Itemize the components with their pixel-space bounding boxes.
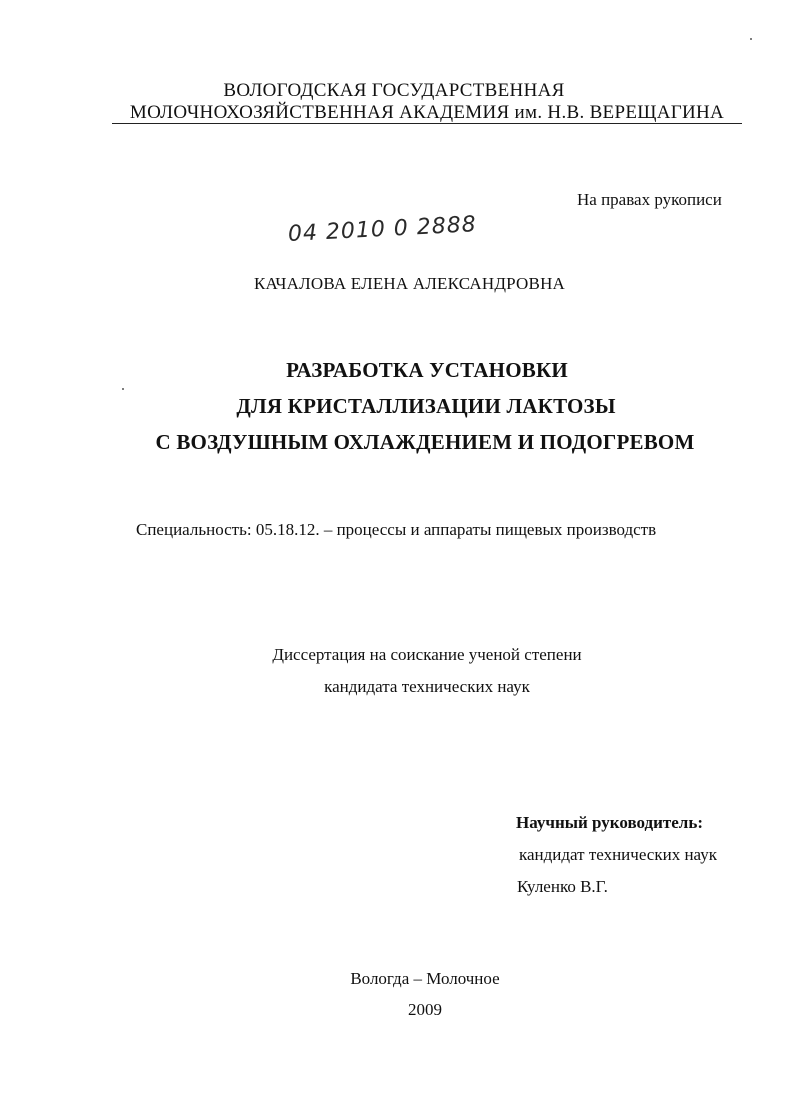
advisor-name: Куленко В.Г. [517,877,608,896]
dissertation-title-line-2: ДЛЯ КРИСТАЛЛИЗАЦИИ ЛАКТОЗЫ [236,394,616,418]
institution-line-1: ВОЛОГОДСКАЯ ГОСУДАРСТВЕННАЯ [223,80,565,101]
dissertation-title-line-3: С ВОЗДУШНЫМ ОХЛАЖДЕНИЕМ И ПОДОГРЕВОМ [155,430,695,454]
degree-line-1: Диссертация на соискание ученой степени [272,645,582,664]
scan-speck [122,388,124,390]
manuscript-note: На правах рукописи [577,190,722,209]
year: 2009 [408,1000,442,1019]
institution-line-2: МОЛОЧНОХОЗЯЙСТВЕННАЯ АКАДЕМИЯ им. Н.В. ВЕРЕЩАГИНА [129,102,725,123]
handwritten-registration-number: 04 2010 0 2888 [287,212,478,247]
advisor-title: кандидат технических наук [519,845,717,864]
scan-speck [750,38,752,40]
advisor-heading: Научный руководитель: [516,813,703,832]
dissertation-title-line-1: РАЗРАБОТКА УСТАНОВКИ [286,358,568,382]
author-name: КАЧАЛОВА ЕЛЕНА АЛЕКСАНДРОВНА [254,274,566,293]
place: Вологда – Молочное [350,969,500,988]
degree-line-2: кандидата технических наук [324,677,530,696]
specialty: Специальность: 05.18.12. – процессы и аппараты пищевых производств [136,520,657,539]
header-rule [112,123,742,124]
